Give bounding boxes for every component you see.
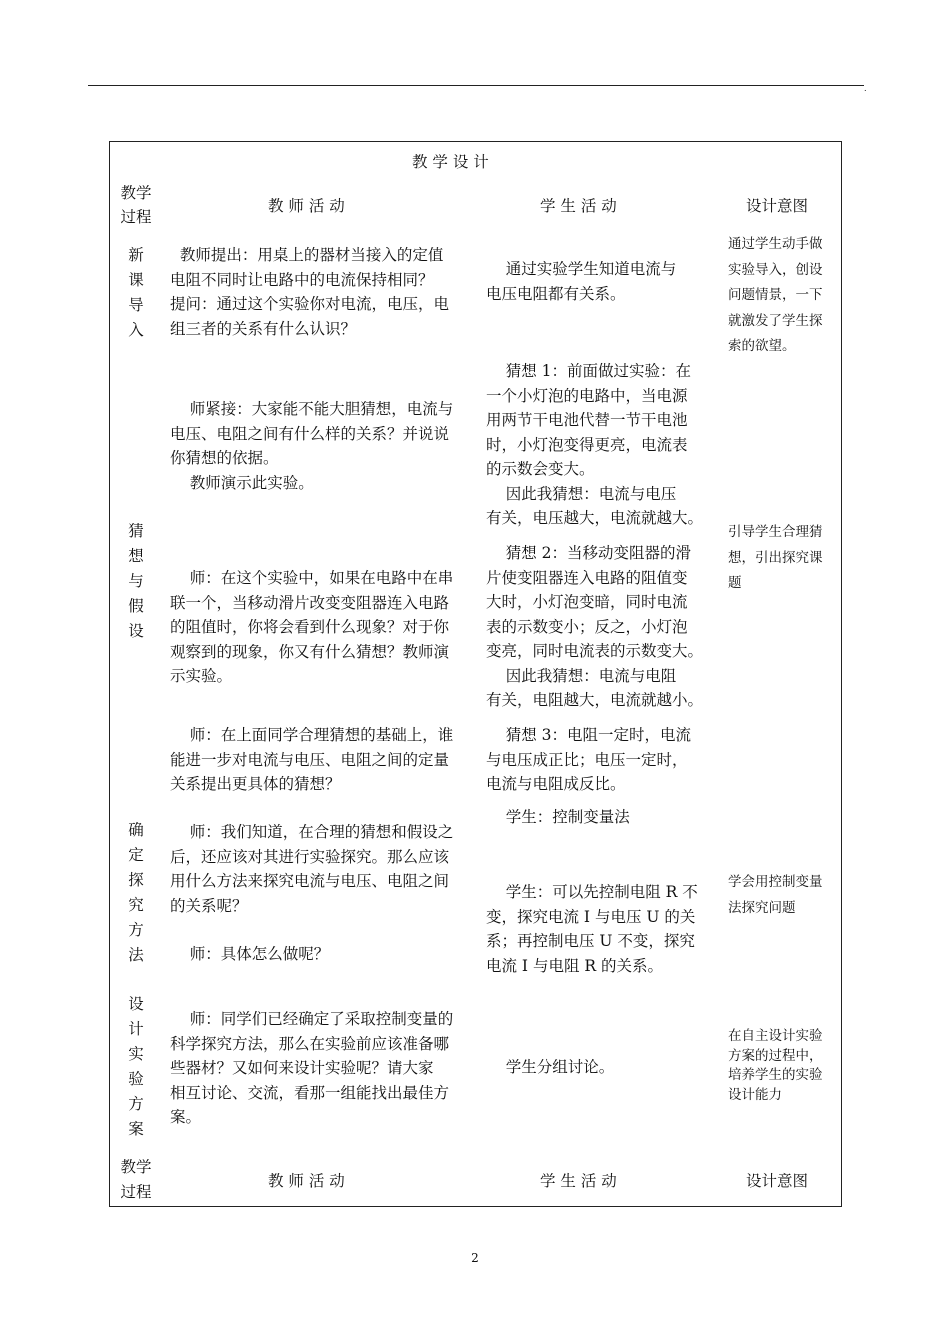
header-rule <box>88 85 864 86</box>
guess-student-text-a: 猜想 1：前面做过实验：在 一个小灯泡的电路中，当电源 用两节干电池代替一节干电池 时，小灯泡变得更亮，电流表 的示数会变大。 因此我猜想：电流与电压 有关，电压越大，电流就越大。 <box>486 362 704 527</box>
footer-teacher: 教 师 活 动 <box>268 1172 345 1190</box>
page-number: 2 <box>471 1251 479 1265</box>
method-teacher-text-a: 师：我们知道，在合理的猜想和假设之 后，还应该对其进行实验探究。那么应该 用什么方法来探究电流与电压、电阻之间 的关系呢？ <box>170 823 454 915</box>
header-student: 学 生 活 动 <box>540 197 617 215</box>
header-process-line2: 过程 <box>120 208 152 226</box>
design-intent-text: 在自主设计实验 方案的过程中， 培养学生的实验 设计能力 <box>728 1028 823 1103</box>
guess-intent-text: 引导学生合理猜 想，引出探究课 题 <box>728 524 823 591</box>
guess-teacher-text-c: 师：在上面同学合理猜想的基础上，谁 能进一步对电流与电压、电阻之间的定量 关系提出更具体的猜想？ <box>170 726 454 793</box>
design-student-text: 学生分组讨论。 <box>486 1058 615 1076</box>
footer-intent: 设计意图 <box>746 1172 809 1190</box>
table-title: 教 学 设 计 <box>412 153 489 171</box>
method-student-text-b: 学生：可以先控制电阻 R 不 变，探究电流 I 与电压 U 的关 系；再控制电压 U 不变，探究 电流 I 与电阻 R 的关系。 <box>486 883 698 975</box>
intro-teacher-text: 教师提出：用桌上的器材当接入的定值 电阻不同时让电路中的电流保持相同？ 提问：通过这个实验你对电流，电压，电 组三者的关系有什么认识？ <box>170 246 450 338</box>
footer-process-line1: 教学 <box>120 1158 152 1176</box>
guess-student-text-b: 猜想 2：当移动变阻器的滑 片使变阻器连入电路的阻值变 大时，小灯泡变暗，同时电流 表的示数变小；反之，小灯泡 变亮，同时电流表的示数变大。 因此我猜想：电流与电阻 有关，电阻越大，电流就越小。 <box>486 544 704 709</box>
intro-student-text: 通过实验学生知道电流与 电压电阻都有关系。 <box>486 260 677 303</box>
stage-design: 设 计 实 验 方 案 <box>128 995 144 1138</box>
guess-teacher-text-a: 师紧接：大家能不能大胆猜想，电流与 电压、电阻之间有什么样的关系？并说说 你猜想的依据。 教师演示此实验。 <box>170 400 454 492</box>
stage-method: 确 定 探 究 方 法 <box>128 821 144 964</box>
guess-teacher-text-b: 师：在这个实验中，如果在电路中在串 联一个，当移动滑片改变变阻器连入电路 的阻值时，你将会看到什么现象？对于你 观察到的现象，你又有什么猜想？教师演 示实验。 <box>170 569 454 685</box>
method-intent-text: 学会用控制变量 法探究问题 <box>728 874 823 916</box>
guess-student-text-c: 猜想 3：电阻一定时，电流 与电压成正比；电压一定时， 电流与电阻成反比。 <box>486 726 691 793</box>
stage-intro: 新 课 导 入 <box>128 246 144 339</box>
header-rule-mark: . <box>864 84 867 93</box>
intro-intent-text: 通过学生动手做 实验导入，创设 问题情景，一下 就激发了学生探 索的欲望。 <box>728 236 823 354</box>
header-process-line1: 教学 <box>120 184 152 202</box>
method-student-text-a: 学生：控制变量法 <box>486 808 630 826</box>
design-teacher-text: 师：同学们已经确定了采取控制变量的 科学探究方法，那么在实验前应该准备哪 些器材？又如何来设计实验呢？请大家 相互讨论、交流，看那一组能找出最佳方 案。 <box>170 1010 454 1126</box>
stage-guess: 猜 想 与 假 设 <box>128 522 144 640</box>
header-teacher: 教 师 活 动 <box>268 197 345 215</box>
method-teacher-text-b: 师：具体怎么做呢？ <box>170 945 330 963</box>
header-intent: 设计意图 <box>746 197 809 215</box>
footer-process-line2: 过程 <box>120 1183 152 1201</box>
footer-student: 学 生 活 动 <box>540 1172 617 1190</box>
